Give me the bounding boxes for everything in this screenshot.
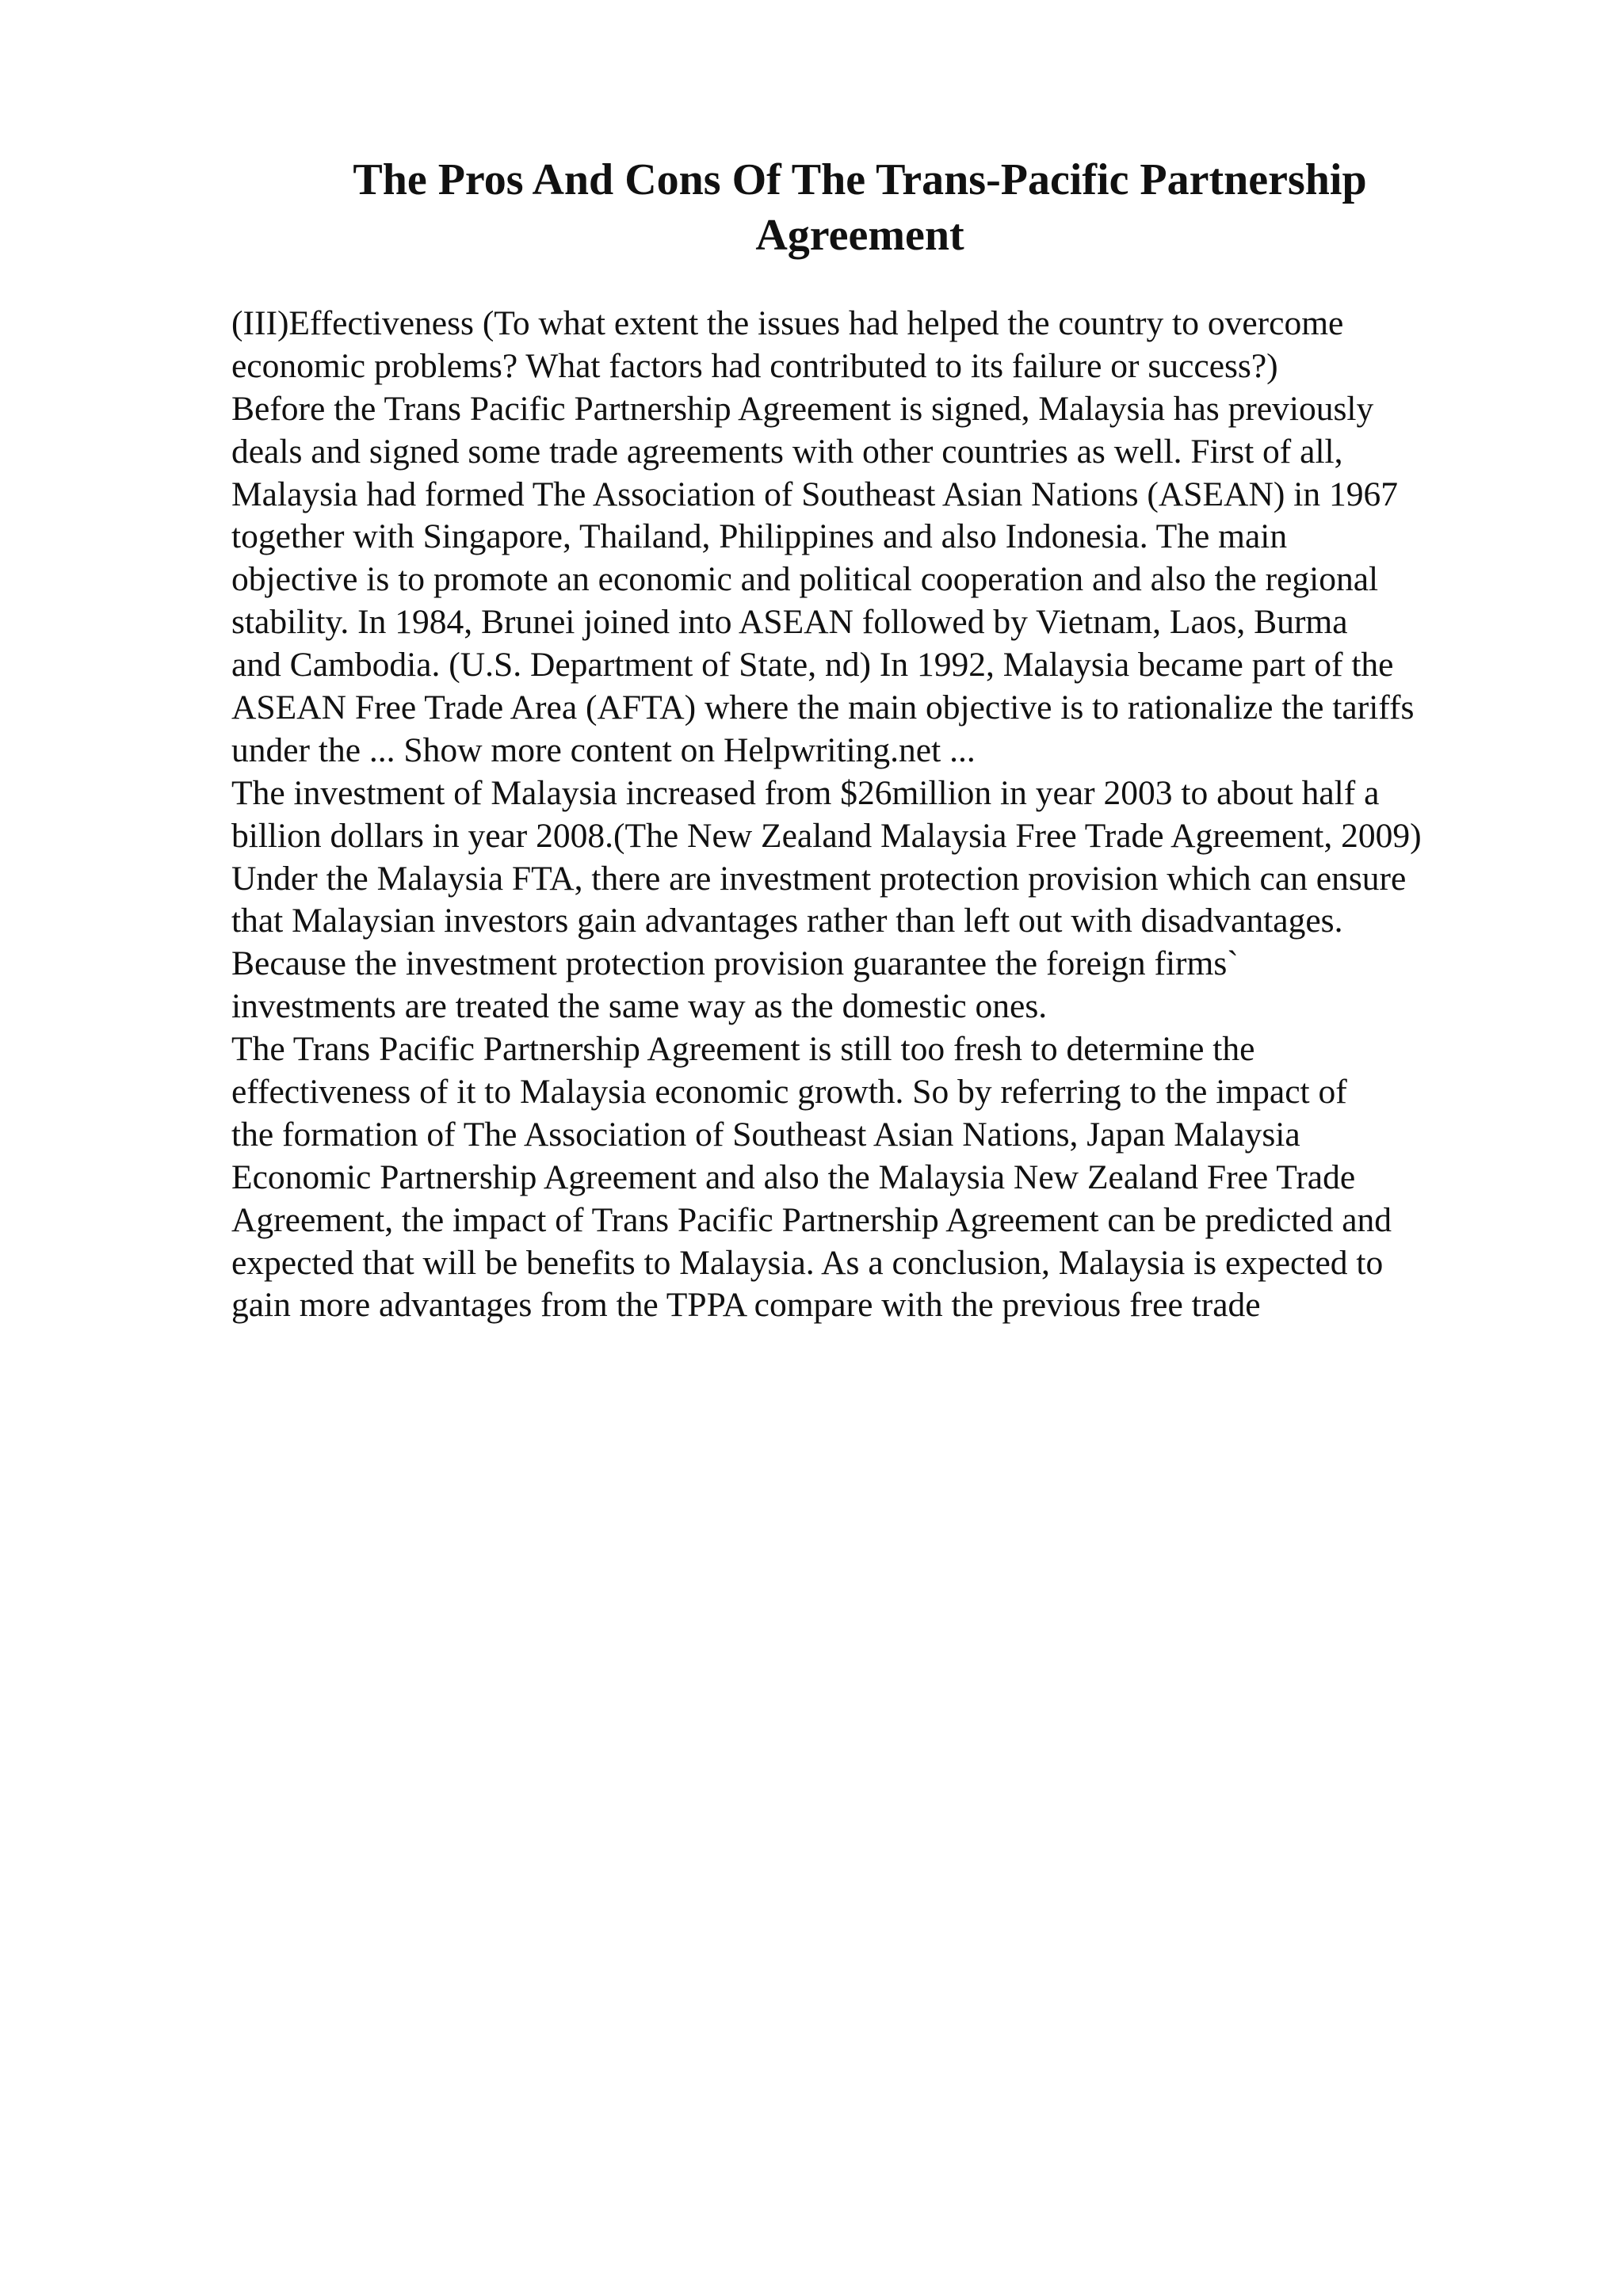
- body-line: stability. In 1984, Brunei joined into ASEAN followed by Vietnam, Laos, Burma: [231, 603, 1348, 642]
- body-line: deals and signed some trade agreements with other countries as well. First of all,: [231, 432, 1343, 471]
- document-body: [231, 303, 1579, 1327]
- body-line: Agreement, the impact of Trans Pacific Partnership Agreement can be predicted and: [231, 1200, 1392, 1239]
- body-line: Economic Partnership Agreement and also the Malaysia New Zealand Free Trade: [231, 1158, 1356, 1196]
- body-line: that Malaysian investors gain advantages rather than left out with disadvantages.: [231, 902, 1343, 940]
- body-line: billion dollars in year 2008.(The New Zealand Malaysia Free Trade Agreement, 2009): [231, 816, 1422, 855]
- title-line: Agreement: [755, 211, 964, 260]
- body-line: The investment of Malaysia increased from $26million in year 2003 to about half a: [231, 773, 1380, 812]
- body-line: effectiveness of it to Malaysia economic growth. So by referring to the impact of: [231, 1073, 1347, 1112]
- body-line: economic problems? What factors had contributed to its failure or success?): [231, 346, 1278, 385]
- body-line: The Trans Pacific Partnership Agreement is still too fresh to determine the: [231, 1030, 1255, 1069]
- title-line: The Pros And Cons Of The Trans-Pacific Partnership: [353, 155, 1367, 204]
- body-line: ASEAN Free Trade Area (AFTA) where the main objective is to rationalize the tariffs: [231, 688, 1415, 727]
- document-title: [230, 152, 1490, 263]
- body-line: Malaysia had formed The Association of Southeast Asian Nations (ASEAN) in 1967: [231, 475, 1398, 513]
- body-line: under the ... Show more content on Helpwriting.net ...: [231, 730, 976, 769]
- body-line: together with Singapore, Thailand, Philippines and also Indonesia. The main: [231, 517, 1288, 556]
- body-line: the formation of The Association of Southeast Asian Nations, Japan Malaysia: [231, 1115, 1300, 1154]
- body-line: Under the Malaysia FTA, there are investment protection provision which can ensure: [231, 859, 1407, 898]
- body-line: investments are treated the same way as the domestic ones.: [231, 987, 1048, 1026]
- body-line: and Cambodia. (U.S. Department of State, nd) In 1992, Malaysia became part of the: [231, 646, 1394, 685]
- body-line: Because the investment protection provision guarantee the foreign firms`: [231, 944, 1239, 983]
- body-line: Before the Trans Pacific Partnership Agreement is signed, Malaysia has previously: [231, 389, 1374, 428]
- body-line: objective is to promote an economic and political cooperation and also the regional: [231, 560, 1379, 599]
- body-line: gain more advantages from the TPPA compare with the previous free trade: [231, 1286, 1261, 1325]
- body-line: (III)Effectiveness (To what extent the issues had helped the country to overcome: [231, 304, 1344, 342]
- body-line: expected that will be benefits to Malaysia. As a conclusion, Malaysia is expected to: [231, 1243, 1384, 1282]
